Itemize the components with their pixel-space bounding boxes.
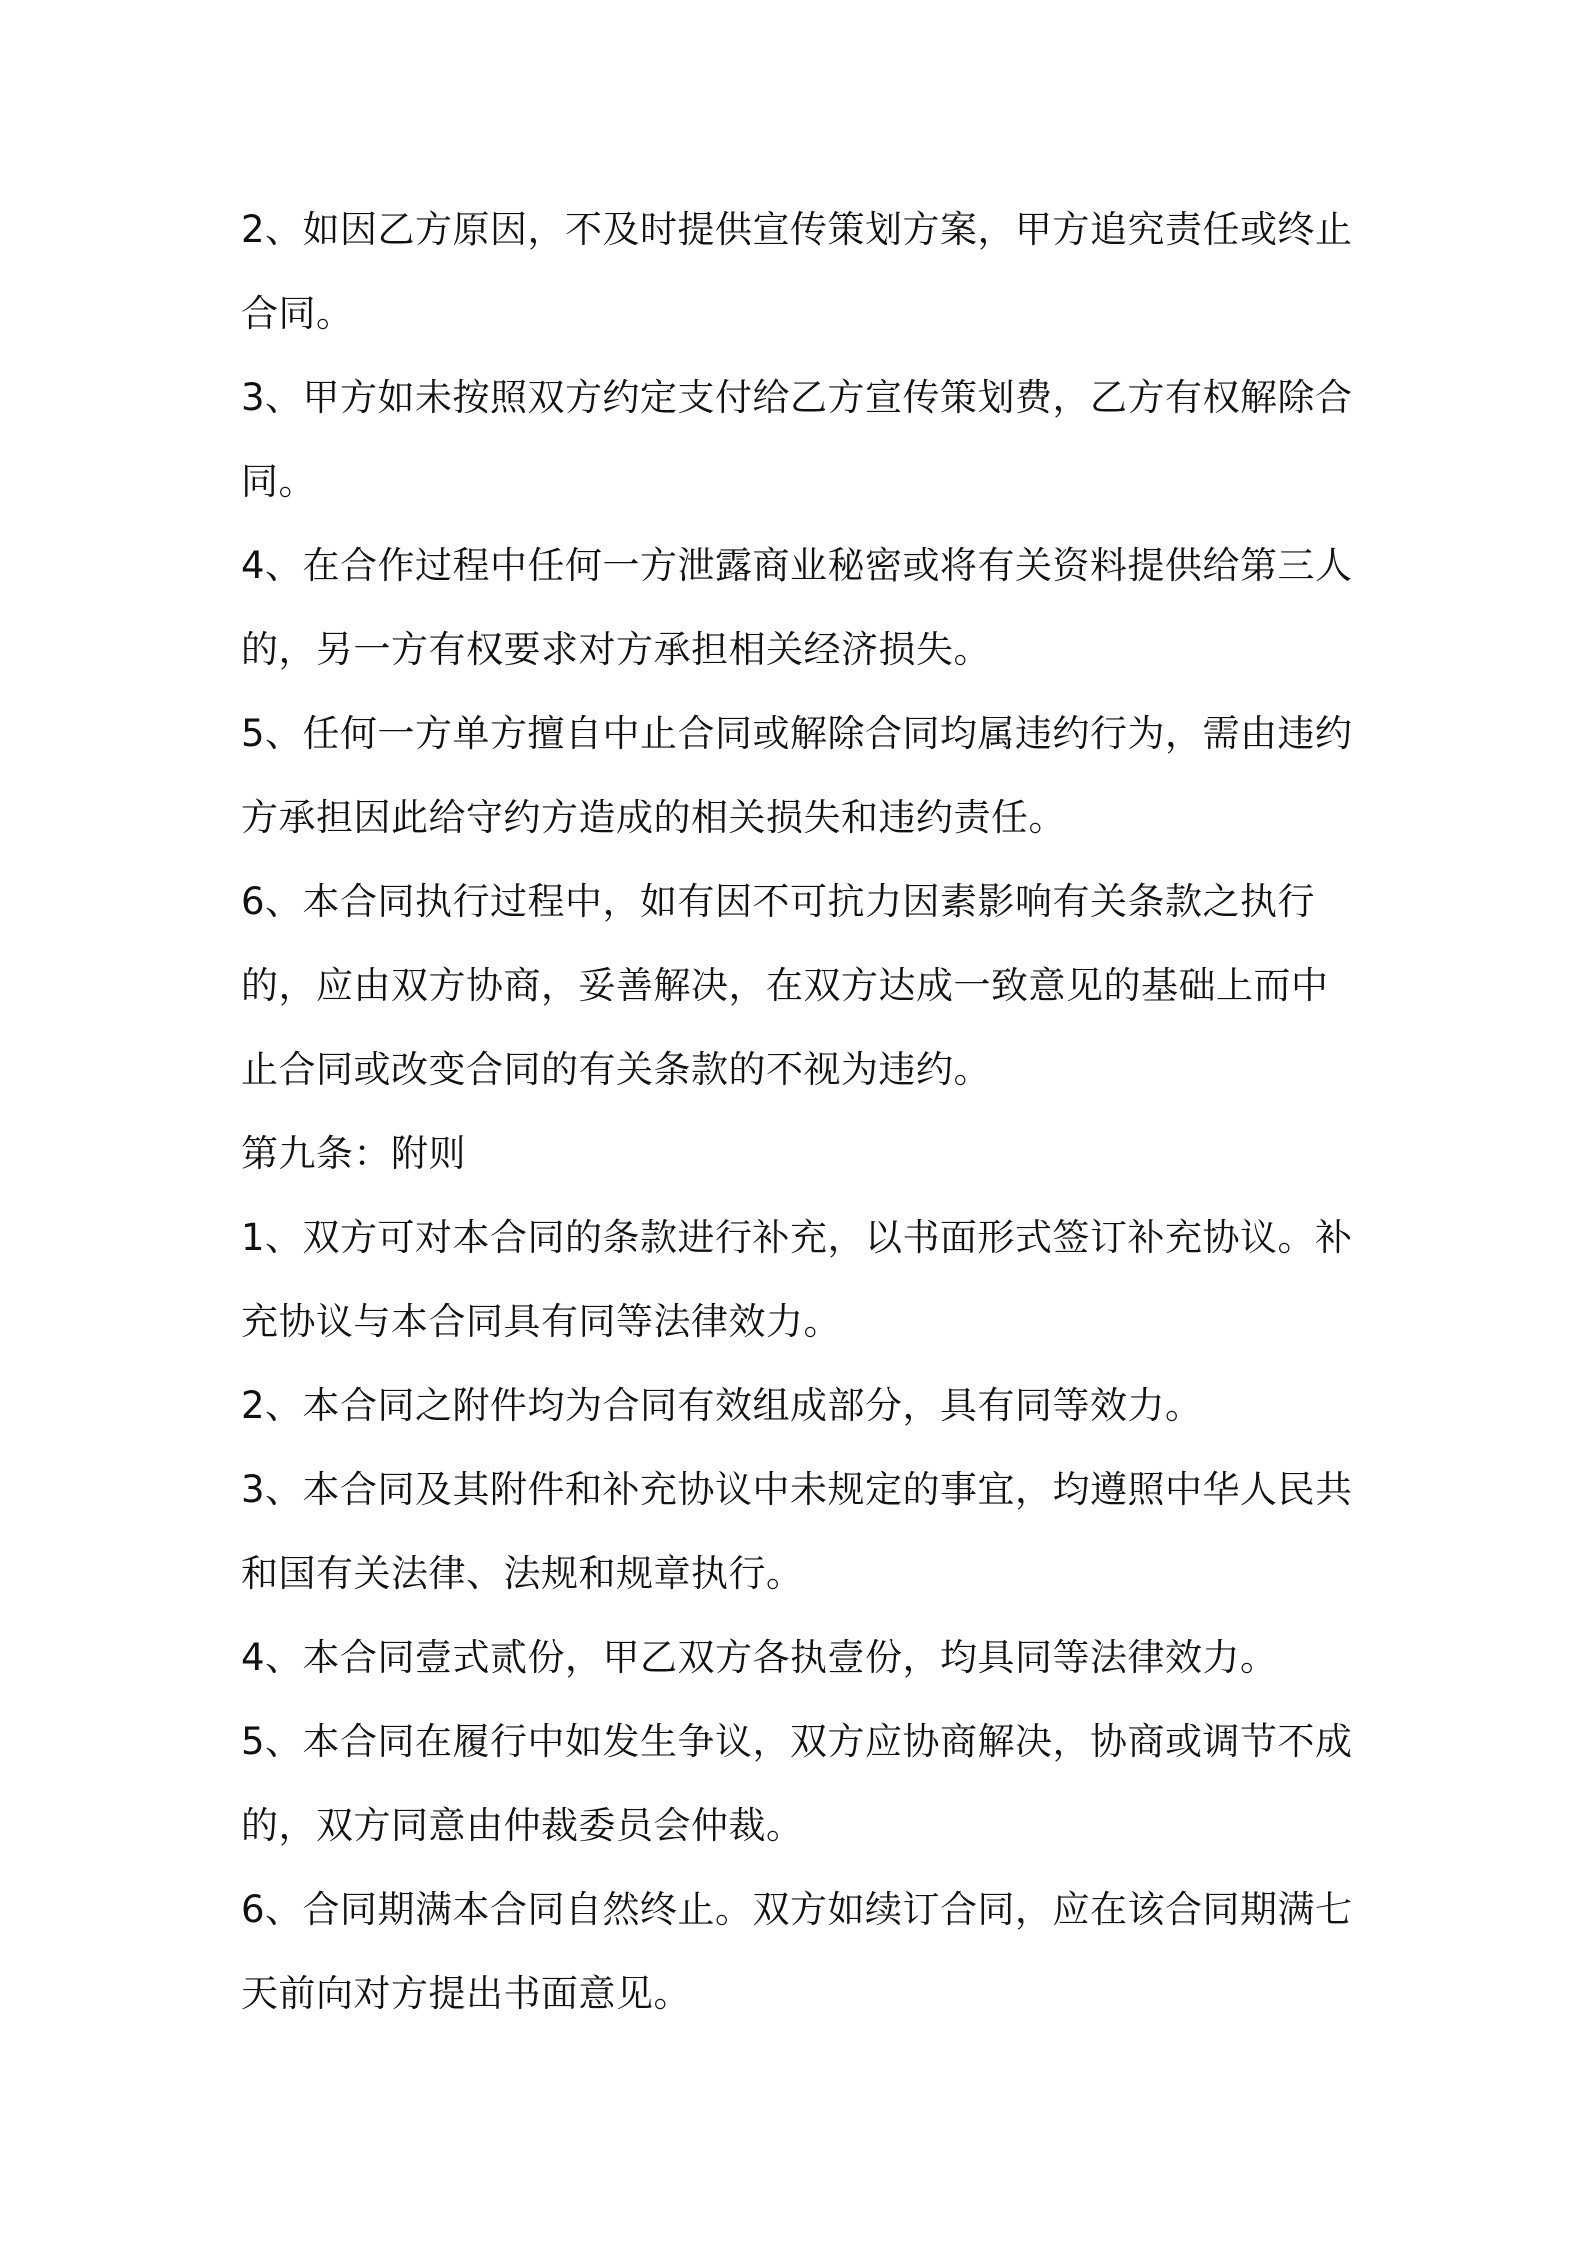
clause-8-item-3: 3、甲方如未按照双方约定支付给乙方宣传策划费，乙方有权解除合同。 bbox=[241, 376, 1353, 503]
clause-8-item-2: 2、如因乙方原因，不及时提供宣传策划方案，甲方追究责任或终止合同。 bbox=[241, 208, 1353, 335]
clause-8-item-5: 5、任何一方单方擅自中止合同或解除合同均属违约行为，需由违约方承担因此给守约方造成的相关损失和违约责任。 bbox=[241, 712, 1353, 839]
clause-8-item-6: 6、本合同执行过程中，如有因不可抗力因素影响有关条款之执行的，应由双方协商，妥善解决，在双方达成一致意见的基础上而中止合同或改变合同的有关条款的不视为违约。 bbox=[241, 880, 1329, 1091]
clause-8-item-4: 4、在合作过程中任何一方泄露商业秘密或将有关资料提供给第三人的，另一方有权要求对方承担相关经济损失。 bbox=[241, 544, 1353, 671]
document-body bbox=[241, 188, 1361, 2036]
section-heading-article-9: 第九条：附则 bbox=[241, 1132, 466, 1175]
clause-9-item-6: 6、合同期满本合同自然终止。双方如续订合同，应在该合同期满七天前向对方提出书面意见。 bbox=[241, 1888, 1353, 2015]
clause-9-item-1: 1、双方可对本合同的条款进行补充，以书面形式签订补充协议。补充协议与本合同具有同等法律效力。 bbox=[241, 1216, 1353, 1343]
clause-9-item-5: 5、本合同在履行中如发生争议，双方应协商解决，协商或调节不成的，双方同意由仲裁委员会仲裁。 bbox=[241, 1720, 1353, 1847]
clause-9-item-4: 4、本合同壹式贰份，甲乙双方各执壹份，均具同等法律效力。 bbox=[241, 1636, 1278, 1679]
clause-9-item-3: 3、本合同及其附件和补充协议中未规定的事宜，均遵照中华人民共和国有关法律、法规和规章执行。 bbox=[241, 1468, 1353, 1595]
clause-9-item-2: 2、本合同之附件均为合同有效组成部分，具有同等效力。 bbox=[241, 1384, 1203, 1427]
